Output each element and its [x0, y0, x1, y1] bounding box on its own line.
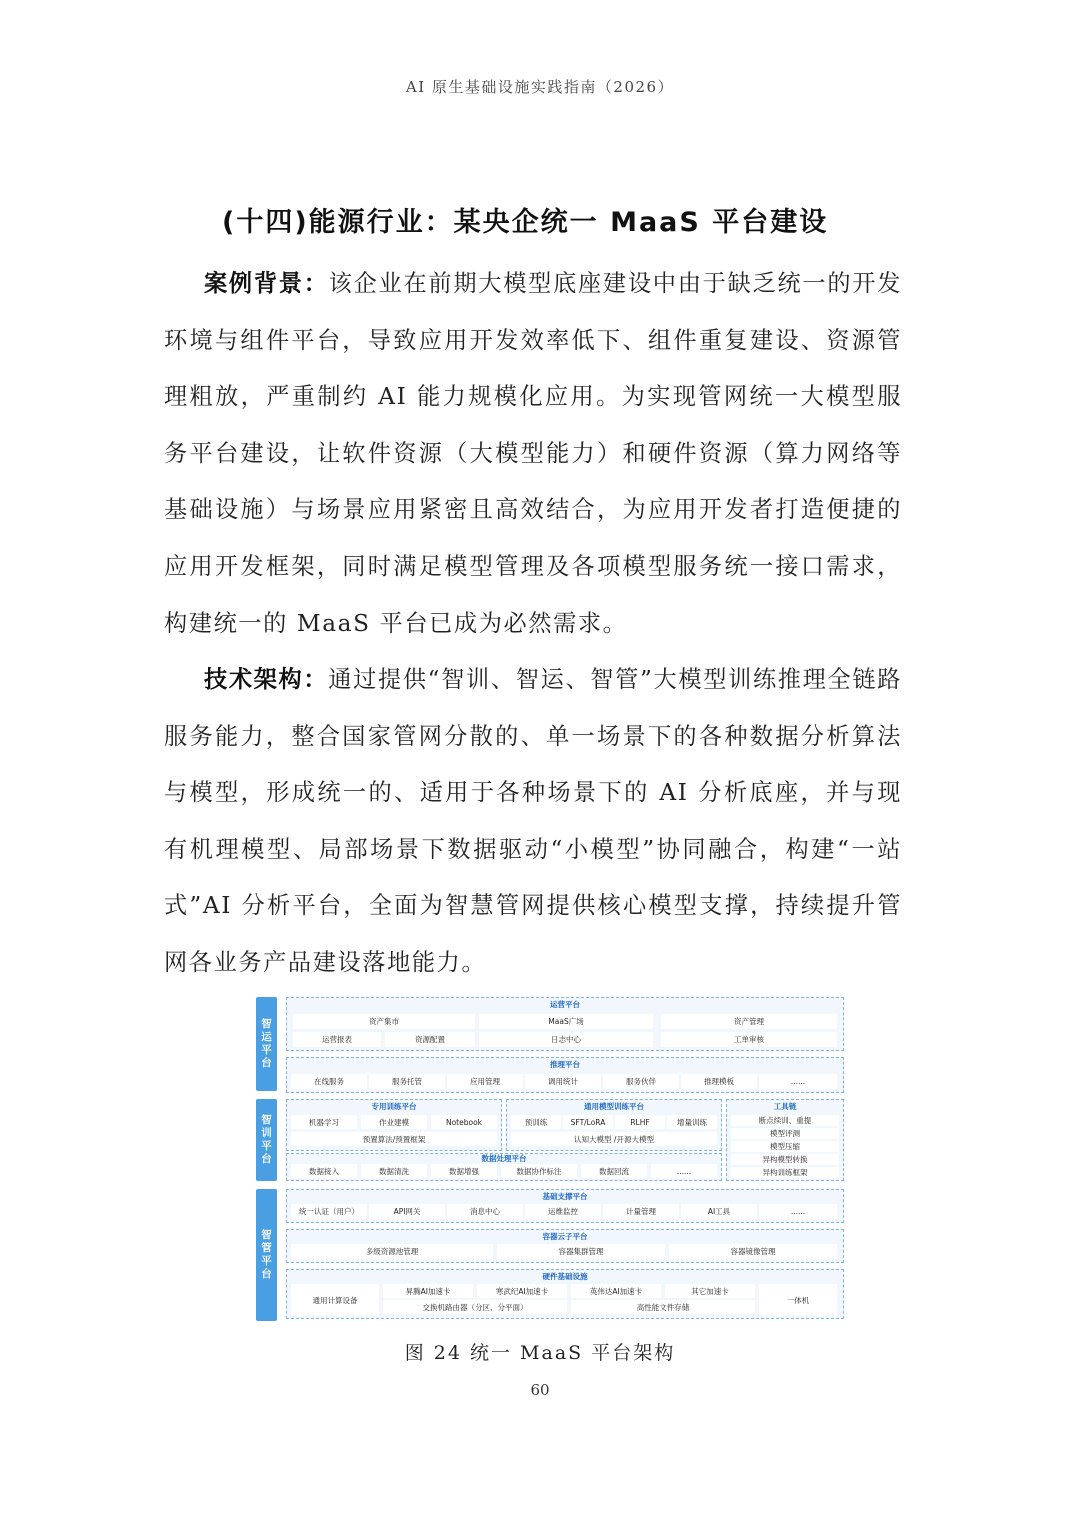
- cell: 推理模板: [681, 1074, 757, 1089]
- cell: 一体机: [759, 1284, 837, 1316]
- cell: 寒武纪AI加速卡: [477, 1284, 567, 1298]
- cell: SFT/LoRA: [563, 1115, 613, 1129]
- cell: AI工具: [681, 1204, 757, 1219]
- cell: 日志中心: [479, 1032, 653, 1047]
- page-number: 60: [530, 1381, 550, 1399]
- cell: 工单审核: [661, 1032, 837, 1047]
- cell: 运营报表: [293, 1032, 381, 1047]
- cell: 作业建模: [361, 1115, 427, 1129]
- panel-tuili: [286, 1057, 844, 1093]
- cell: 数据回流: [581, 1164, 647, 1178]
- cell: 预置算法/预置框架: [291, 1132, 497, 1146]
- cell: API网关: [369, 1204, 445, 1219]
- cell: RLHF: [615, 1115, 665, 1129]
- panel-title: 容器云子平台: [542, 1232, 588, 1241]
- cell: 认知大模型 /开源大模型: [511, 1132, 717, 1146]
- cell: 计量管理: [603, 1204, 679, 1219]
- panel-shuju: [286, 1153, 722, 1181]
- cell: 容器镜像管理: [669, 1244, 837, 1259]
- cell: 服务伙伴: [603, 1074, 679, 1089]
- cell: 模型压缩: [731, 1141, 839, 1152]
- paragraph-lead: 案例背景：: [204, 270, 329, 297]
- cell: 在线服务: [291, 1074, 367, 1089]
- paragraph-text: 该企业在前期大模型底座建设中由于缺乏统一的开发环境与组件平台，导致应用开发效率低下、组件重复建设、资源管理粗放，严重制约 AI 能力规模化应用。为实现管网统一大模型服务平台建设，让软件资源（大模型能力）和硬件资源（算力网络等基础设施）与场景应用紧密且高效结合，为应用开发者打造便捷的应用开发框架，同时满足模型管理及各项模型服务统一接口需求，构建统一的 MaaS 平台已成为必然需求。: [164, 270, 902, 637]
- cell: 数据清洗: [361, 1164, 427, 1178]
- cell: 机器学习: [291, 1115, 357, 1129]
- cell: ......: [759, 1204, 837, 1219]
- cell: 应用管理: [447, 1074, 523, 1089]
- cell: Notebook: [431, 1115, 497, 1129]
- panel-yunying: [286, 997, 844, 1051]
- panel-tongyong: [506, 1099, 722, 1151]
- cell: ......: [759, 1074, 837, 1089]
- side-label-guan: 智管平台: [256, 1189, 277, 1321]
- panel-gongju: [726, 1099, 844, 1181]
- paragraph-tech-architecture: [164, 652, 902, 992]
- cell: 消息中心: [447, 1204, 523, 1219]
- paragraph-text: 通过提供“智训、智运、智管”大模型训练推理全链路服务能力，整合国家管网分散的、单一场景下的各种数据分析算法与模型，形成统一的、适用于各种场景下的 AI 分析底座，并与现有机理模型、局部场景下数据驱动“小模型”协同融合，构建“一站式”AI 分析平台，全面为智慧管网提供核心模型支撑，持续提升管网各业务产品建设落地能力。: [164, 666, 902, 976]
- cell: 异构训练框架: [731, 1167, 839, 1178]
- cell: 资产管理: [661, 1014, 837, 1029]
- panel-title: 专用训练平台: [371, 1102, 417, 1111]
- panel-title: 硬件基础设施: [542, 1272, 588, 1281]
- cell: 增量训练: [667, 1115, 717, 1129]
- panel-title: 数据处理平台: [481, 1154, 527, 1163]
- panel-jichu: [286, 1189, 844, 1223]
- cell: 昇腾AI加速卡: [383, 1284, 473, 1298]
- cell: 模型评测: [731, 1128, 839, 1139]
- panel-zhuanyong: [286, 1099, 502, 1151]
- cell: 英伟达AI加速卡: [571, 1284, 661, 1298]
- side-label-yun: 智运平台: [256, 997, 277, 1091]
- cell: 数据协作标注: [501, 1164, 577, 1178]
- panel-title: 运营平台: [550, 1000, 580, 1009]
- cell: 数据接入: [291, 1164, 357, 1178]
- cell: ......: [651, 1164, 717, 1178]
- cell: 运维监控: [525, 1204, 601, 1219]
- cell: 服务托管: [369, 1074, 445, 1089]
- cell: 统一认证（用户）: [291, 1204, 367, 1219]
- figure-caption: 图 24 统一 MaaS 平台架构: [404, 1342, 676, 1364]
- cell: 断点续训、重提: [731, 1115, 839, 1126]
- cell: 其它加速卡: [665, 1284, 755, 1298]
- panel-yingjian: [286, 1269, 844, 1319]
- cell: 高性能文件存储: [571, 1300, 755, 1314]
- panel-title: 推理平台: [550, 1060, 580, 1069]
- cell: 资产集市: [293, 1014, 475, 1029]
- cell: 容器集群管理: [497, 1244, 665, 1259]
- panel-title: 工具链: [773, 1102, 797, 1111]
- cell: 通用计算设备: [291, 1284, 379, 1316]
- side-label-xun: 智训平台: [256, 1099, 277, 1181]
- cell: MaaS广场: [479, 1014, 653, 1029]
- cell: 多级资源池管理: [291, 1244, 493, 1259]
- maas-architecture-diagram: [256, 995, 846, 1323]
- cell: 调用统计: [525, 1074, 601, 1089]
- panel-title: 基础支撑平台: [542, 1192, 588, 1201]
- running-header: AI 原生基础设施实践指南（2026）: [405, 78, 675, 96]
- cell: 资源配置: [385, 1032, 475, 1047]
- panel-rongqi: [286, 1229, 844, 1263]
- section-title: (十四)能源行业：某央企统一 MaaS 平台建设: [222, 207, 829, 238]
- cell: 异构模型转换: [731, 1154, 839, 1165]
- paragraph-lead: 技术架构：: [204, 666, 329, 693]
- cell: 交换机路由器（分区、分平面）: [383, 1300, 567, 1314]
- cell: 预训练: [511, 1115, 561, 1129]
- paragraph-case-background: [164, 256, 902, 652]
- cell: 数据增强: [431, 1164, 497, 1178]
- panel-title: 通用模型训练平台: [584, 1102, 644, 1111]
